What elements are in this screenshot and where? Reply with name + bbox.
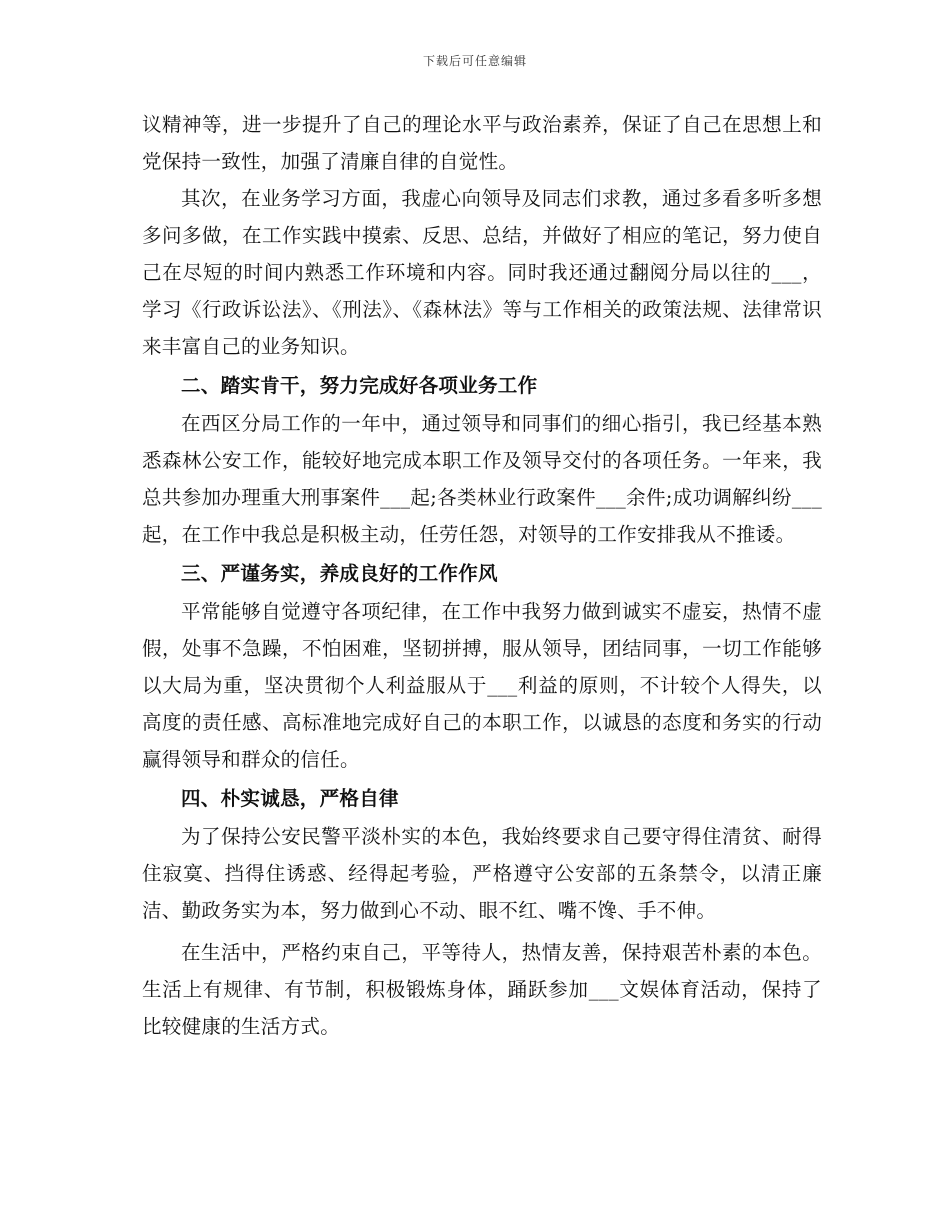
section-heading-2: 二、踏实肯干，努力完成好各项业务工作 (181, 374, 538, 397)
page-header: 下载后可任意编辑 (422, 54, 527, 68)
paragraph-self-discipline: 为了保持公安民警平淡朴实的本色，我始终要求自己要守得住清贫、耐得住寂寞、挡得住诱惑、经得起考验，严格遵守公安部的五条禁令，以清正廉洁、勤政务实为本，努力做到心不动、眼不红、嘴不馋、手不伸。 (142, 825, 822, 922)
paragraph-theory-summary: 议精神等，进一步提升了自己的理论水平与政治素养，保证了自己在思想上和党保持一致性，加强了清廉自律的自觉性。 (142, 113, 822, 173)
document-body (142, 106, 822, 1045)
section-heading-4: 四、朴实诚恳，严格自律 (181, 787, 399, 810)
section-heading-3: 三、严谨务实，养成良好的工作作风 (181, 562, 498, 585)
paragraph-work-style: 平常能够自觉遵守各项纪律，在工作中我努力做到诚实不虚妄，热情不虚假，处事不急躁，不怕困难，坚韧拼搏，服从领导，团结同事，一切工作能够以大局为重，坚决贯彻个人利益服从于___利益的原则，不计较个人得失，以高度的责任感、高标准地完成好自己的本职工作，以诚恳的态度和务实的行动赢得领导和群众的信任。 (142, 600, 822, 771)
paragraph-business-study: 其次，在业务学习方面，我虚心向领导及同志们求教，通过多看多听多想多问多做，在工作实践中摸索、反思、总结，并做好了相应的笔记，努力使自己在尽短的时间内熟悉工作环境和内容。同时我还通过翻阅分局以往的___，学习《行政诉讼法》、《刑法》、《森林法》等与工作相关的政策法规、法律常识来丰富自己的业务知识。 (142, 187, 822, 358)
paragraph-work-performance: 在西区分局工作的一年中，通过领导和同事们的细心指引，我已经基本熟悉森林公安工作，能较好地完成本职工作及领导交付的各项任务。一年来，我总共参加办理重大刑事案件___起;各类林业行政案件___余件;成功调解纠纷___起，在工作中我总是积极主动，任劳任怨，对领导的工作安排我从不推诿。 (142, 412, 822, 546)
paragraph-life-style: 在生活中，严格约束自己，平等待人，热情友善，保持艰苦朴素的本色。生活上有规律、有节制，积极锻炼身体，踊跃参加___文娱体育活动，保持了比较健康的生活方式。 (142, 941, 822, 1038)
